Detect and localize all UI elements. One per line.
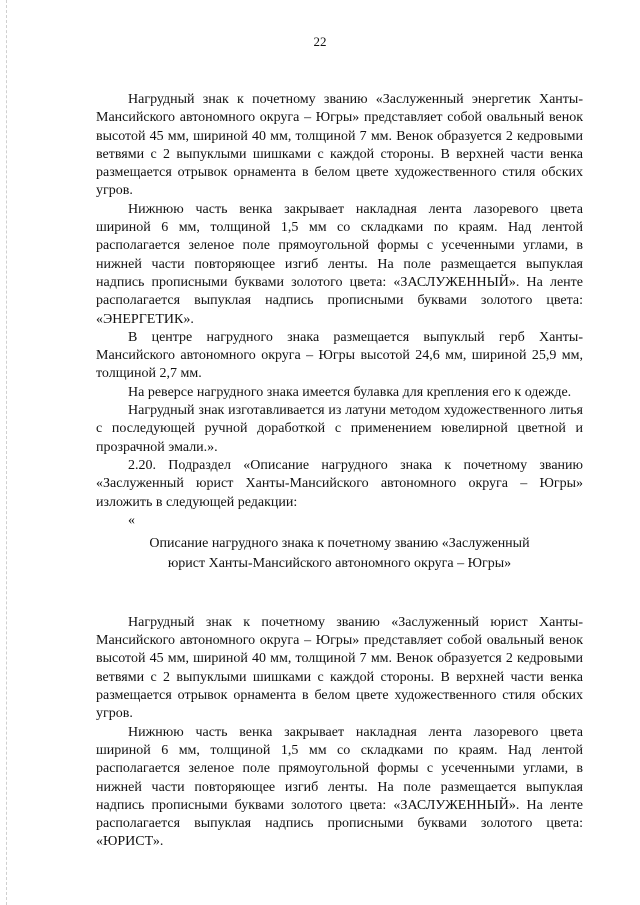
paragraph-subsection-2-20: 2.20. Подраздел «Описание нагрудного знака к почетному званию «Заслуженный юрист Ханты-Мансийского автономного округа – Югры» изложить в следующей редакции: [96, 457, 583, 510]
paragraph-energetik-reverse: На реверсе нагрудного знака имеется булавка для крепления его к одежде. [128, 384, 572, 400]
scan-edge-artifact [6, 0, 8, 905]
paragraph-energetik-description: Нагрудный знак к почетному званию «Заслуженный энергетик Ханты-Мансийского автономного округа – Югры» представляет собой овальный венок высотой 45 мм, шириной 40 мм, толщиной 7 мм. Венок образуется 2 кедровыми ветвями с 2 выпуклыми шишками с каждой стороны. В верхней части венка размещается отрывок орнамента в белом цвете художественного стиля обских угров. [96, 92, 583, 199]
section-spacer [96, 574, 583, 614]
paragraph-yurist-ribbon: Нижнюю часть венка закрывает накладная лента лазоревого цвета шириной 6 мм, толщиной 1,5 мм со складками по краям. Над лентой располагается зеленое поле прямоугольной формы с усеченными углами, в нижней части повторяющее изгиб ленты. На поле размещается выпуклая надпись прописными буквами золотого цвета: «ЗАСЛУЖЕННЫЙ». На ленте располагается выпуклая надпись прописными буквами золотого цвета: «ЮРИСТ». [96, 724, 583, 850]
paragraph-energetik-ribbon: Нижнюю часть венка закрывает накладная лента лазоревого цвета шириной 6 мм, толщиной 1,5 мм со складками по краям. Над лентой располагается зеленое поле прямоугольной формы с усеченными углами, в нижней части повторяющее изгиб ленты. На поле размещается выпуклая надпись прописными буквами золотого цвета: «ЗАСЛУЖЕННЫЙ». На ленте располагается выпуклая надпись прописными буквами золотого цвета: «ЭНЕРГЕТИК». [96, 201, 583, 327]
section-title-line-2: юрист Ханты-Мансийского автономного округа – Югры» [167, 555, 512, 571]
paragraph-energetik-material: Нагрудный знак изготавливается из латуни методом художественного литья с последующей ручной доработкой с применением ювелирной цветной и прозрачной эмали.». [96, 403, 583, 455]
section-title-line-1: Описание нагрудного знака к почетному званию «Заслуженный [149, 535, 530, 551]
section-title [96, 534, 583, 574]
opening-quote-mark: « [128, 512, 135, 528]
paragraph-yurist-description: Нагрудный знак к почетному званию «Заслуженный юрист Ханты-Мансийского автономного округа – Югры» представляет собой овальный венок высотой 45 мм, шириной 40 мм, толщиной 7 мм. Венок образуется 2 кедровыми ветвями с 2 выпуклыми шишками с каждой стороны. В верхней части венка размещается отрывок орнамента в белом цвете художественного стиля обских угров. [96, 614, 583, 722]
paragraph-energetik-emblem: В центре нагрудного знака размещается выпуклый герб Ханты-Мансийского автономного округа – Югры высотой 24,6 мм, шириной 25,9 мм, толщиной 2,7 мм. [96, 329, 583, 382]
document-body [96, 91, 583, 852]
page-number: 22 [313, 34, 327, 49]
